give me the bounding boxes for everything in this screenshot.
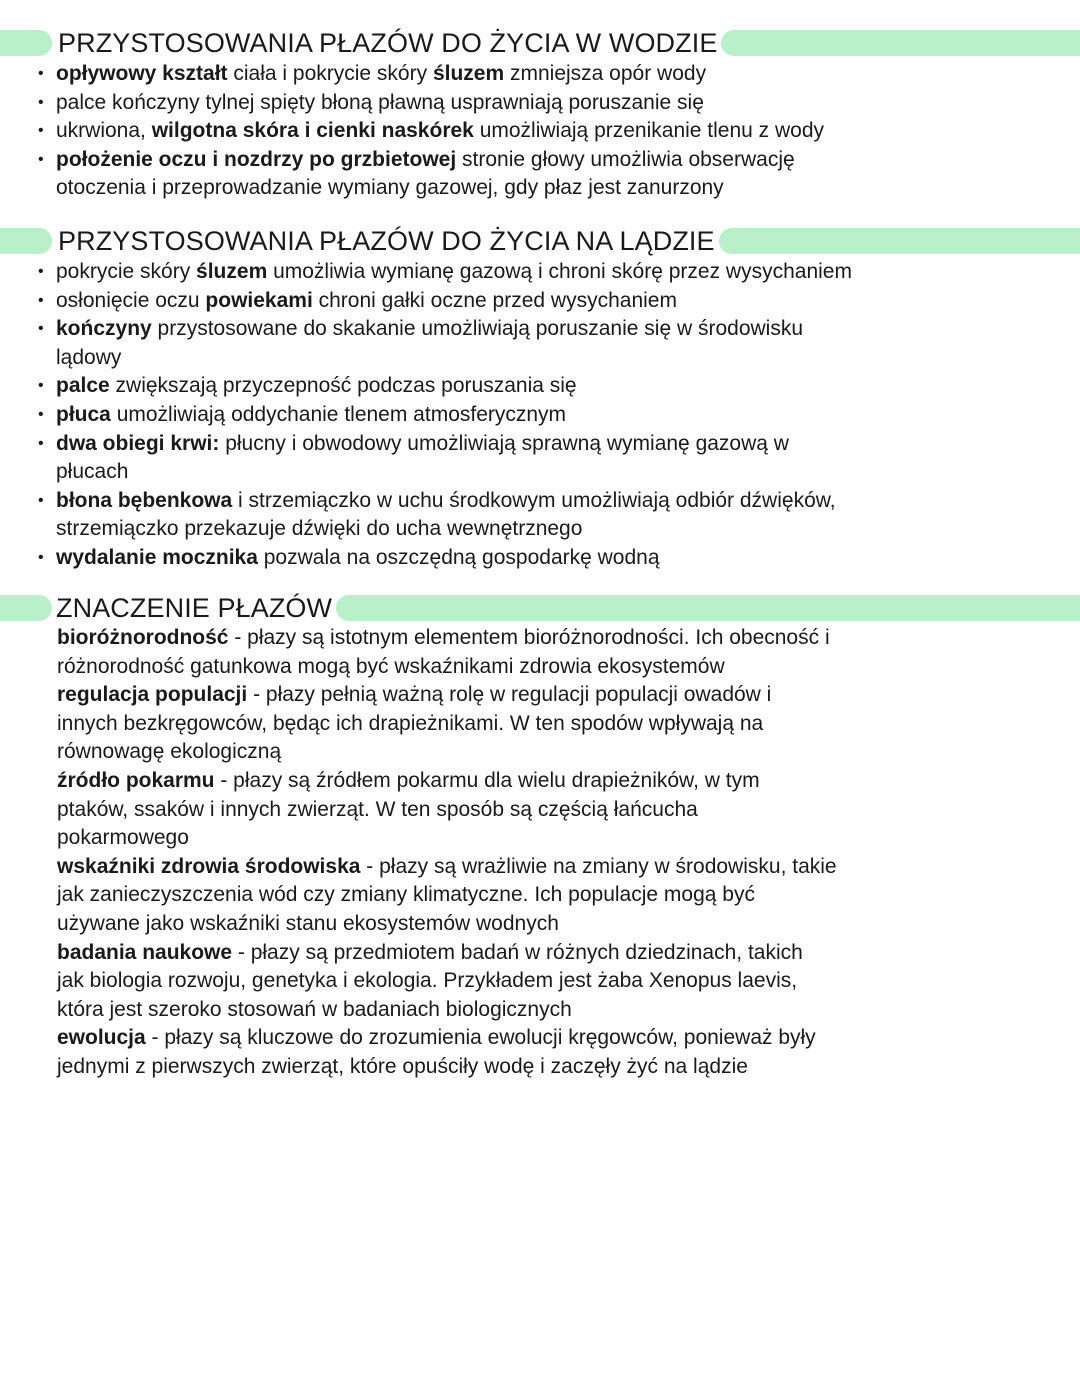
bullet-list	[56, 60, 1056, 203]
list-item	[56, 117, 1056, 146]
paragraph	[57, 853, 1057, 939]
bold-term: dwa obiegi krwi:	[56, 431, 220, 455]
heading-bar-right	[336, 595, 1080, 621]
bold-term: kończyny	[56, 317, 152, 341]
bullet-list	[56, 258, 1056, 573]
text-segment: zmniejsza opór wody	[504, 62, 707, 85]
bold-term: wskaźniki zdrowia środowiska	[57, 854, 361, 878]
text-segment: osłonięcie oczu	[56, 288, 206, 312]
list-item	[56, 544, 1056, 573]
text-segment: umożliwiają oddychanie tlenem atmosferycznym	[110, 402, 567, 426]
bold-term: powiekami	[205, 288, 313, 312]
list-item	[56, 430, 1056, 487]
text-segment: pokrycie skóry	[56, 260, 197, 283]
list-item	[56, 315, 1056, 372]
list-item	[56, 89, 1056, 118]
list-item	[56, 401, 1056, 430]
text-segment: - płazy są przedmiotem badań w różnych dziedzinach, takich jak biologia rozwoju, genetyka i ekologia. Przykładem jest żaba Xenopus laevis, która jest szeroko stosowań w badaniach biologicznych	[57, 940, 803, 1021]
text-segment: zwiększają przyczepność podczas poruszania się	[109, 374, 577, 398]
bold-term: położenie oczu i nozdrzy po grzbietowej	[56, 147, 457, 171]
bold-term: źródło pokarmu	[57, 768, 215, 792]
paragraph-list	[57, 624, 1057, 1082]
text-segment: umożliwia wymianę gazową i chroni skórę przez wysychaniem	[267, 260, 852, 283]
bold-term: śluzem	[432, 62, 505, 85]
text-segment: - płazy są źródłem pokarmu dla wielu drapieżników, w tym ptaków, ssaków i innych zwierząt. W ten sposób są częścią łańcucha pokarmowego	[57, 768, 760, 850]
heading-bar-left	[0, 30, 52, 56]
text-segment: palce kończyny tylnej spięty błoną pławną usprawniają poruszanie się	[56, 90, 704, 114]
text-segment: ukrwiona,	[56, 119, 152, 143]
text-segment: chroni gałki oczne przed wysychaniem	[312, 288, 677, 312]
text-segment: umożliwiają przenikanie tlenu z wody	[473, 119, 825, 143]
text-segment: - płazy pełnią ważną rolę w regulacji populacji owadów i innych bezkręgowców, będąc ich drapieżnikami. W ten spodów wpływają na równowagę ekologiczną	[57, 683, 772, 764]
bold-term: opływowy kształt	[56, 62, 228, 85]
paragraph	[57, 767, 1057, 853]
text-segment: - płazy są wrażliwie na zmiany w środowisku, takie jak zanieczyszczenia wód czy zmiany klimatyczne. Ich populacje mogą być używane jako wskaźniki stanu ekosystemów wodnych	[57, 854, 837, 935]
section-heading	[0, 226, 1080, 256]
bold-term: bioróżnorodność	[57, 626, 229, 649]
bold-term: wilgotna skóra i cienki naskórek	[151, 119, 474, 143]
list-item	[56, 287, 1056, 316]
bold-term: regulacja populacji	[57, 683, 248, 707]
bold-term: badania naukowe	[57, 940, 233, 964]
list-item	[56, 258, 1056, 287]
section-heading	[0, 28, 1080, 58]
text-segment: ciała i pokrycie skóry	[227, 62, 433, 85]
list-item	[56, 487, 1056, 544]
bold-term: palce	[56, 374, 110, 398]
heading-bar-right	[721, 30, 1080, 56]
text-segment: przystosowane do skakanie umożliwiają poruszanie się w środowisku lądowy	[56, 317, 804, 369]
bold-term: śluzem	[196, 260, 268, 283]
text-segment: i strzemiączko w uchu środkowym umożliwiają odbiór dźwięków, strzemiączko przekazuje dźwięki do ucha wewnętrznego	[56, 488, 836, 541]
list-item	[56, 60, 1056, 89]
paragraph	[57, 1024, 1057, 1081]
heading-bar-right	[719, 228, 1080, 254]
heading-bar-left	[0, 228, 52, 254]
paragraph	[57, 681, 1057, 767]
bold-term: wydalanie mocznika	[56, 545, 258, 569]
text-segment: płucny i obwodowy umożliwiają sprawną wymianę gazową w płucach	[56, 431, 789, 484]
section-title: PRZYSTOSOWANIA PŁAZÓW DO ŻYCIA W WODZIE	[58, 27, 718, 58]
bold-term: błona bębenkowa	[56, 488, 233, 512]
bold-term: płuca	[56, 402, 111, 426]
section-title: PRZYSTOSOWANIA PŁAZÓW DO ŻYCIA NA LĄDZIE	[58, 225, 715, 256]
section-heading	[0, 593, 1080, 623]
list-item	[56, 372, 1056, 401]
text-segment: - płazy są kluczowe do zrozumienia ewolucji kręgowców, ponieważ były jednymi z pierwszych zwierząt, które opuściły wodę i zaczęły żyć na lądzie	[57, 1026, 816, 1078]
section-title: ZNACZENIE PŁAZÓW	[56, 592, 333, 623]
paragraph	[57, 624, 1057, 681]
bold-term: ewolucja	[57, 1026, 146, 1050]
text-segment: - płazy są istotnym elementem bioróżnorodności. Ich obecność i różnorodność gatunkowa mogą być wskaźnikami zdrowia ekosystemów	[57, 626, 830, 678]
paragraph	[57, 939, 1057, 1025]
list-item	[56, 146, 1056, 203]
text-segment: stronie głowy umożliwia obserwację otoczenia i przeprowadzanie wymiany gazowej, gdy płaz jest zanurzony	[56, 147, 795, 200]
heading-bar-left	[0, 595, 52, 621]
text-segment: pozwala na oszczędną gospodarkę wodną	[257, 545, 660, 569]
